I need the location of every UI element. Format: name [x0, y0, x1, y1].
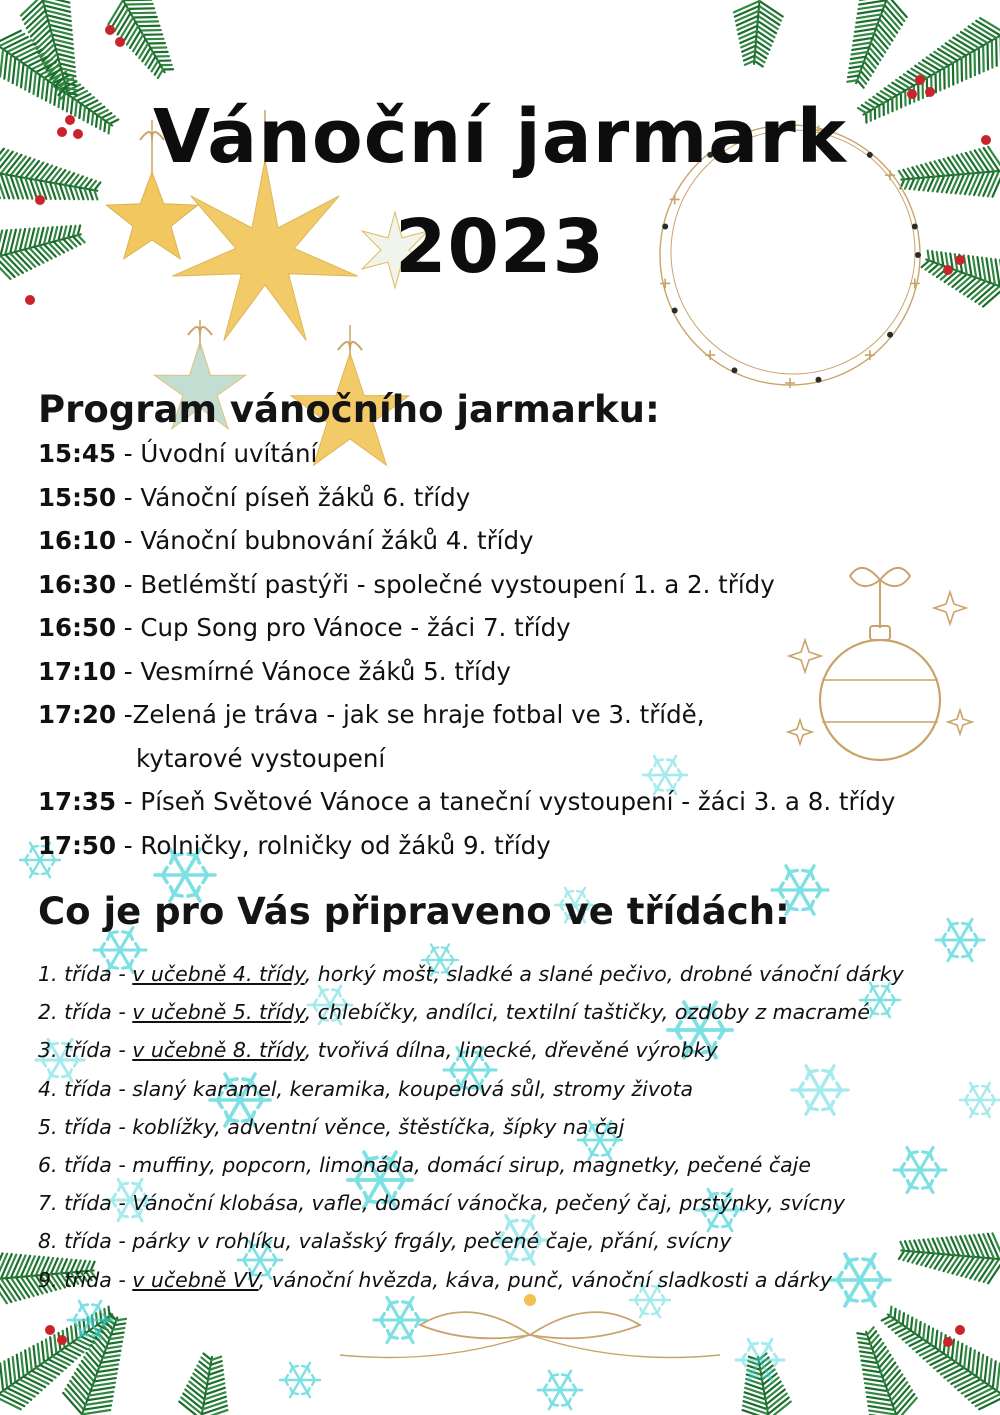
- program-item: [38, 824, 988, 868]
- program-item: [38, 563, 988, 607]
- program-item: [38, 606, 988, 650]
- program-description: -Zelená je tráva - jak se hraje fotbal ve 3. třídě,: [116, 700, 705, 729]
- class-item: [38, 1222, 993, 1260]
- class-room: v učebně 5. třídy: [132, 1000, 305, 1025]
- program-time: 15:50: [38, 482, 116, 512]
- program-description-continuation: kytarové vystoupení: [136, 743, 386, 773]
- class-offer: , vánoční hvězda, káva, punč, vánoční sladkosti a dárky: [258, 1267, 832, 1292]
- program-time: 16:50: [38, 613, 116, 642]
- program-description: - Rolničky, rolničky od žáků 9. třídy: [116, 830, 551, 860]
- program-time: 15:45: [38, 439, 116, 468]
- class-room: v učebně 4. třídy: [132, 962, 305, 986]
- class-room: v učebně 8. třídy: [132, 1038, 305, 1063]
- class-item: [38, 1146, 993, 1184]
- program-description: - Vesmírné Vánoce žáků 5. třídy: [116, 656, 511, 686]
- page-title: [0, 82, 1000, 302]
- program-item: [38, 650, 988, 694]
- program-time: 17:35: [38, 787, 116, 816]
- class-item: [38, 955, 993, 993]
- class-offer: , chlebíčky, andílci, textilní taštičky, ozdoby z macramé: [304, 1000, 871, 1025]
- class-label: 8. třída -: [38, 1229, 133, 1254]
- class-offer: párky v rohlíku, valašský frgály, pečené čaje, přání, svícny: [132, 1229, 732, 1254]
- classes-list: [38, 955, 993, 1299]
- class-label: 3. třída -: [38, 1038, 133, 1063]
- program-heading: Program vánočního jarmarku:: [38, 388, 660, 431]
- program-time: 17:20: [38, 700, 116, 729]
- title-line-1: Vánoční jarmark: [153, 94, 847, 180]
- class-room: v učebně VV: [132, 1267, 259, 1292]
- class-item: [38, 1261, 993, 1299]
- program-description: - Úvodní uvítání: [116, 439, 318, 468]
- class-item: [38, 1184, 993, 1222]
- program-description: - Píseň Světové Vánoce a taneční vystoupení - žáci 3. a 8. třídy: [116, 787, 896, 816]
- program-item: [38, 693, 988, 780]
- title-line-2: 2023: [395, 204, 605, 290]
- program-list: [38, 432, 988, 867]
- class-label: 1. třída -: [38, 962, 133, 986]
- class-item: [38, 1070, 993, 1108]
- program-description: - Cup Song pro Vánoce - žáci 7. třídy: [116, 613, 571, 642]
- program-description: - Vánoční píseň žáků 6. třídy: [116, 482, 471, 512]
- class-label: 6. třída -: [38, 1153, 133, 1178]
- class-offer: , horký mošt, sladké a slané pečivo, drobné vánoční dárky: [304, 962, 904, 986]
- class-item: [38, 1031, 993, 1069]
- class-item: [38, 993, 993, 1031]
- program-item: [38, 432, 988, 476]
- class-label: 9. třída -: [38, 1267, 133, 1292]
- program-time: 16:30: [38, 569, 116, 599]
- program-time: 16:10: [38, 526, 116, 555]
- class-offer: koblížky, adventní věnce, štěstíčka, šípky na čaj: [132, 1114, 625, 1139]
- class-offer: muffiny, popcorn, limonáda, domácí sirup, magnetky, pečené čaje: [132, 1153, 811, 1178]
- class-item: [38, 1108, 993, 1146]
- class-label: 2. třída -: [38, 1000, 133, 1025]
- program-item: [38, 780, 988, 824]
- program-description: - Vánoční bubnování žáků 4. třídy: [116, 526, 534, 555]
- program-time: 17:10: [38, 656, 116, 686]
- program-item: [38, 476, 988, 520]
- class-label: 7. třída -: [38, 1191, 133, 1216]
- class-offer: Vánoční klobása, vafle, domácí vánočka, pečený čaj, prstýnky, svícny: [132, 1191, 845, 1216]
- program-description: - Betlémští pastýři - společné vystoupení 1. a 2. třídy: [116, 569, 775, 599]
- classes-heading: Co je pro Vás připraveno ve třídách:: [38, 890, 790, 933]
- class-label: 5. třída -: [38, 1114, 133, 1139]
- class-offer: slaný karamel, keramika, koupelová sůl, stromy života: [132, 1076, 694, 1101]
- program-item: [38, 519, 988, 563]
- class-label: 4. třída -: [38, 1076, 133, 1101]
- class-offer: , tvořivá dílna, linecké, dřevěné výrobky: [304, 1038, 718, 1063]
- program-time: 17:50: [38, 830, 116, 860]
